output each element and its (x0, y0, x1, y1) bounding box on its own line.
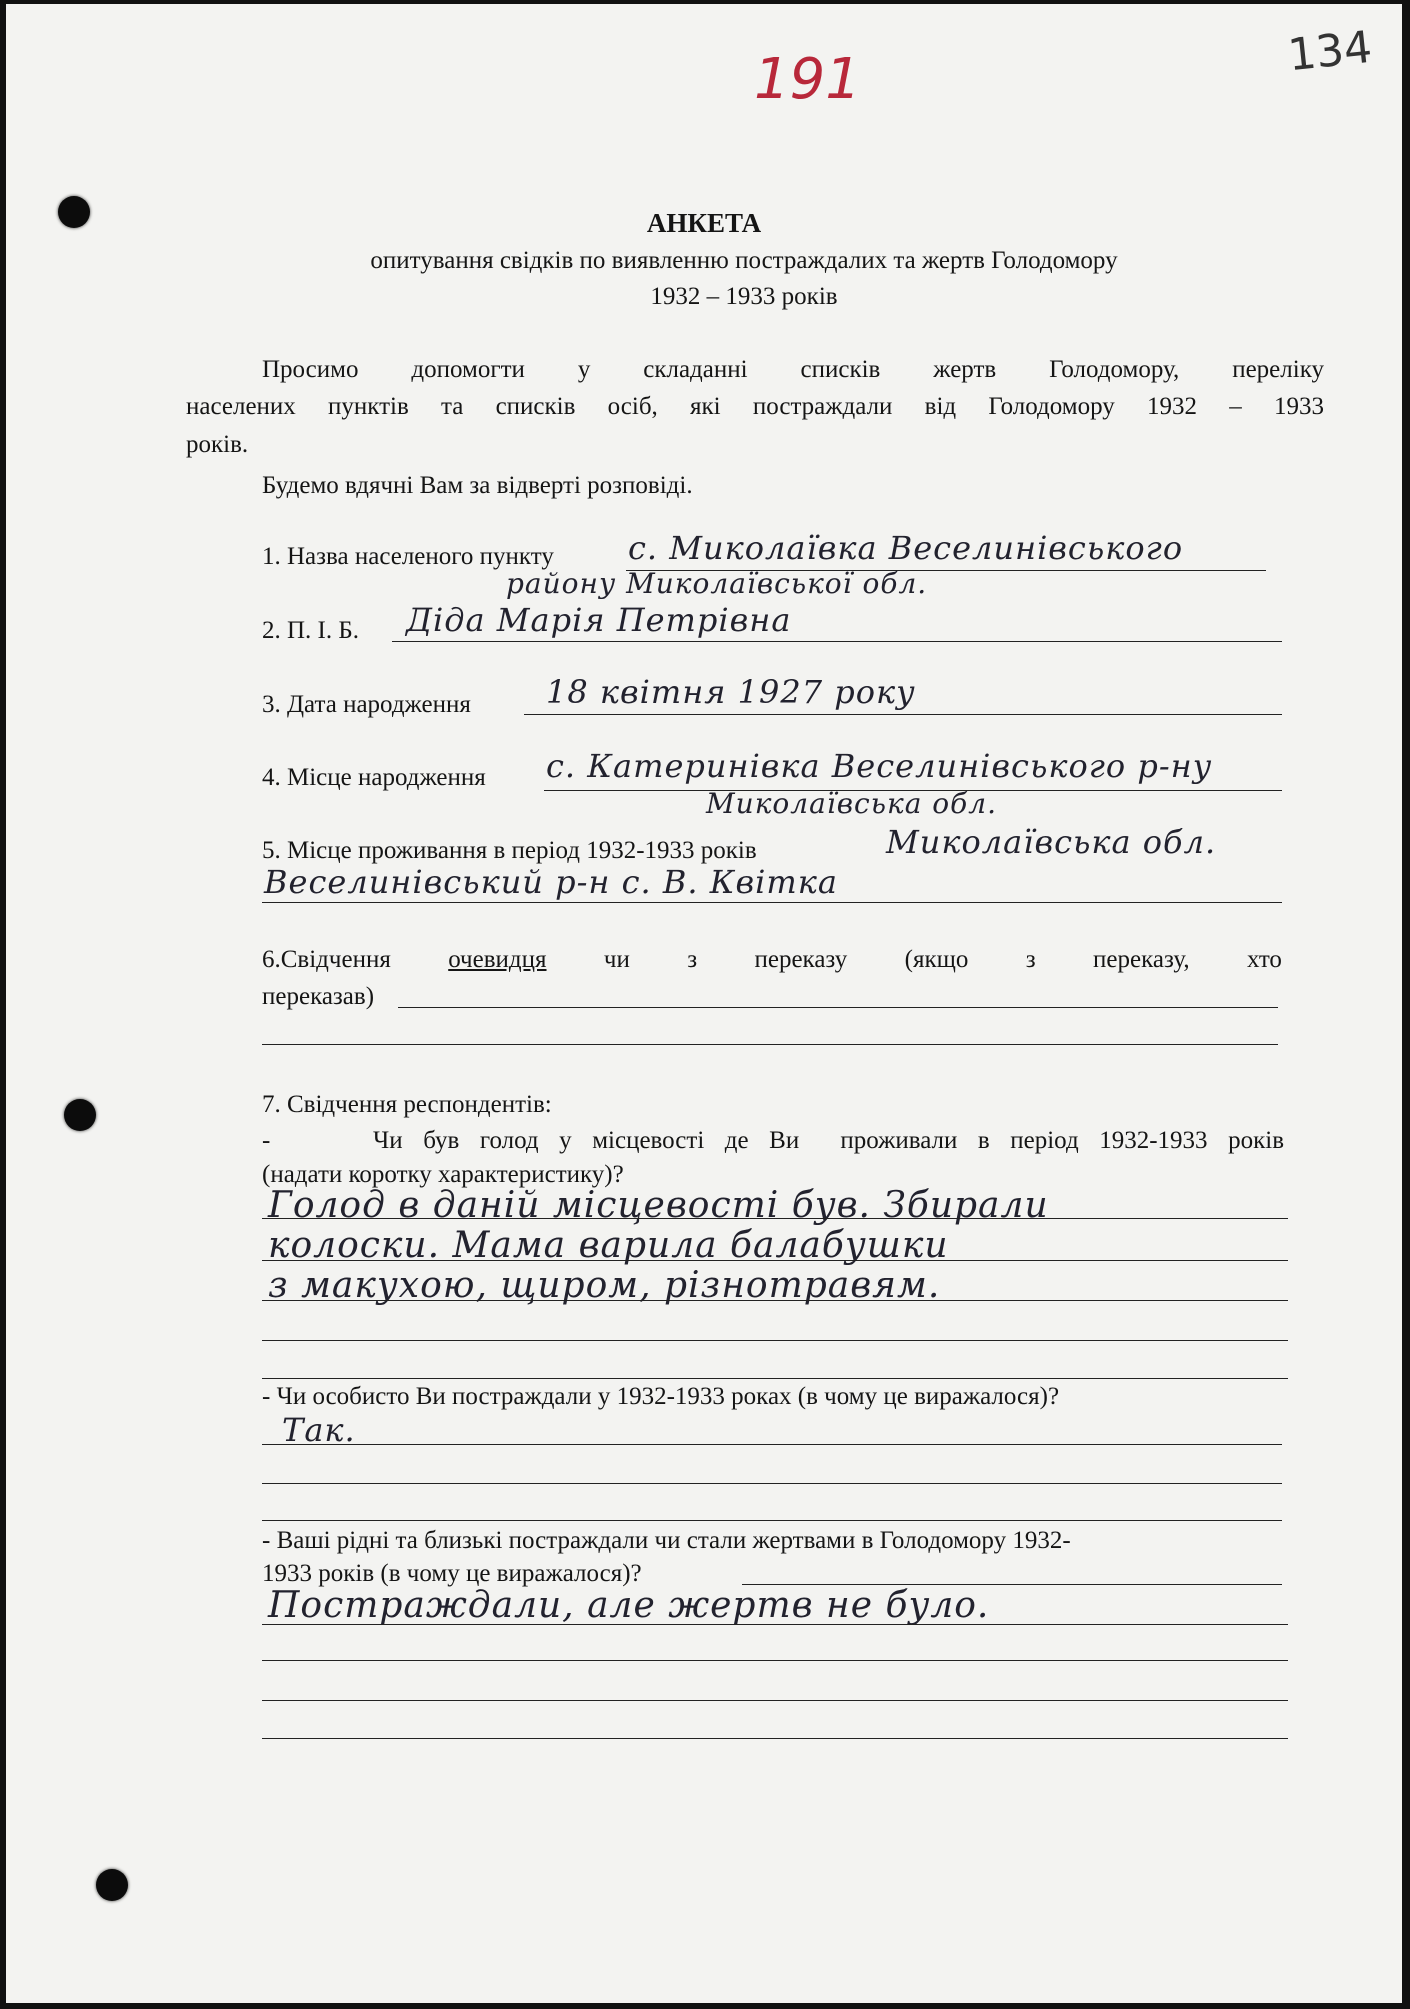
section7-title: 7. Свідчення респондентів: (262, 1091, 552, 1118)
birth-place-value-2: Миколаївська обл. (706, 787, 997, 820)
testimony-text: 6.Свідчення (262, 946, 391, 973)
testimony-text: хто (1246, 946, 1282, 973)
answer-line (262, 1624, 1288, 1625)
intro-thanks: Будемо вдячні Вам за відверті розповіді. (262, 472, 693, 499)
q2: - Чи особисто Ви постраждали у 1932-1933 роках (в чому це виражалося)? (262, 1383, 1060, 1410)
residence-label: 5. Місце проживання в період 1932-1933 років (262, 837, 757, 864)
birth-date-line (524, 714, 1282, 715)
residence-line (262, 902, 1282, 903)
a1-line-2: колоски. Мама варила балабушки (268, 1225, 949, 1266)
testimony-label-2: переказав) (262, 983, 375, 1010)
a2: Так. (282, 1411, 356, 1449)
answer-line (262, 1520, 1282, 1521)
testimony-text: чи (603, 946, 630, 973)
answer-line (262, 1738, 1288, 1739)
q1-line-2: (надати коротку характеристику)? (262, 1161, 624, 1188)
residence-value-2: Веселинівський р-н с. В. Квітка (264, 863, 838, 901)
a1-line-1: Голод в даній місцевості був. Збирали (268, 1185, 1049, 1226)
q3-line-2: 1933 років (в чому це виражалося)? (262, 1560, 642, 1587)
answer-line (262, 1044, 1278, 1045)
answer-line (262, 1340, 1288, 1341)
q3-line-1: - Ваші рідні та близькі постраждали чи стали жертвами в Голодомору 1932- (262, 1527, 1071, 1554)
q1-line-1: - Чи був голод у місцевості де Ви проживали в період 1932-1933 років (262, 1127, 1284, 1154)
settlement-value: с. Миколаївка Веселинівського (628, 529, 1184, 567)
answer-line (262, 1300, 1288, 1301)
intro-line-1: Просимо допомогти у складанні списків жертв Голодомору, переліку (262, 356, 1324, 383)
name-value: Діда Марія Петрівна (406, 601, 792, 639)
form-years: 1932 – 1933 років (650, 283, 838, 310)
name-line (392, 641, 1282, 642)
intro-line-2: населених пунктів та списків осіб, які постраждали від Голодомору 1932 – 1933 (186, 393, 1324, 420)
birth-date-value: 18 квітня 1927 року (546, 673, 916, 711)
answer-line (262, 1444, 1282, 1445)
answer-line (262, 1700, 1288, 1701)
name-label: 2. П. І. Б. (262, 617, 359, 644)
questionnaire-page (6, 4, 1402, 2003)
punch-hole (64, 1099, 96, 1131)
answer-line (262, 1660, 1288, 1661)
testimony-text: (якщо (904, 946, 969, 973)
birth-place-label: 4. Місце народження (262, 764, 486, 791)
settlement-label: 1. Назва населеного пункту (262, 543, 554, 570)
residence-value: Миколаївська обл. (886, 823, 1217, 861)
intro-line-3: років. (186, 431, 249, 458)
testimony-eyewitness: очевидця (448, 946, 547, 973)
settlement-value-2: району Миколаївської обл. (506, 567, 928, 600)
a1-line-3: з макухою, щиром, різнотравям. (268, 1265, 941, 1306)
birth-date-label: 3. Дата народження (262, 691, 471, 718)
testimony-text: з (1025, 946, 1036, 973)
punch-hole (96, 1869, 128, 1901)
form-subtitle: опитування свідків по виявленню постраждалих та жертв Голодомору (370, 247, 1118, 274)
testimony-text: переказу, (1093, 946, 1190, 973)
testimony-text: переказу (754, 946, 848, 973)
answer-line (262, 1483, 1282, 1484)
page-number: 134 (1285, 21, 1375, 82)
a3: Постраждали, але жертв не було. (268, 1585, 990, 1626)
form-title: АНКЕТА (646, 208, 762, 238)
answer-line (398, 1007, 1278, 1008)
testimony-label (262, 947, 1282, 972)
testimony-text: з (687, 946, 698, 973)
answer-line (262, 1378, 1288, 1379)
answer-line (262, 1260, 1288, 1261)
archive-number: 191 (754, 47, 861, 112)
birth-place-value: с. Катеринівка Веселинівського р-ну (546, 747, 1213, 785)
answer-line (262, 1218, 1288, 1219)
